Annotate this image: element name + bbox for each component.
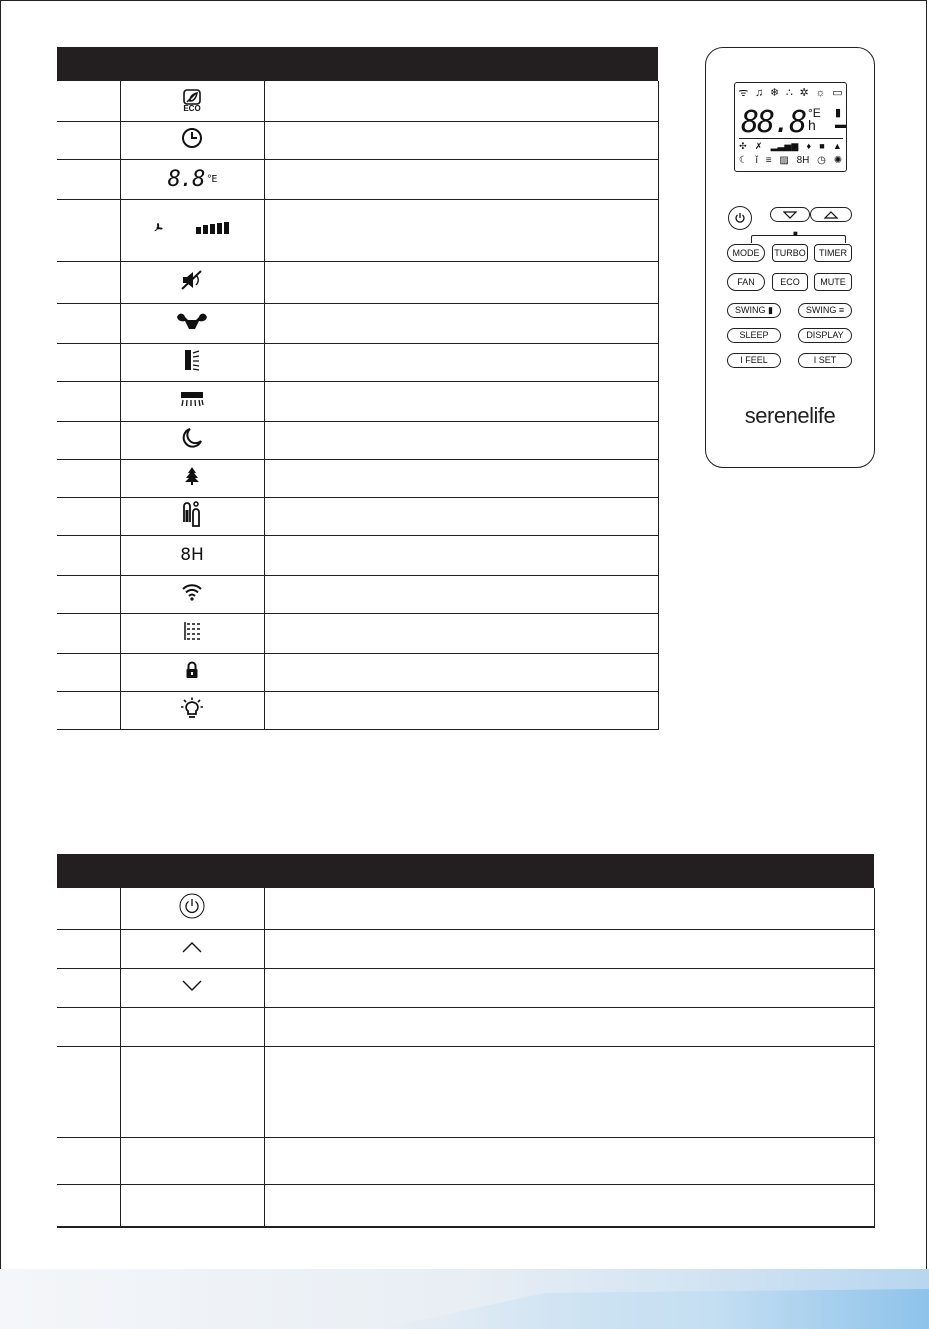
table-row [57,575,658,613]
lcd-top-icons [735,87,846,99]
remote-mute-button[interactable]: MUTE [814,273,852,291]
chevron-down-icon [182,980,202,992]
lock-icon [185,661,199,679]
battery-icon: ▭ [832,87,843,99]
table-row [57,888,874,929]
table-row [57,653,658,691]
turbo-muscle-icon: ♦ [806,141,812,151]
self-clean-icon: ≡ [765,155,772,166]
header-button [120,854,264,888]
horizontal-swing-icon [180,391,204,407]
eco-label: ECO [183,103,201,113]
temp-digits: 8.8 [167,166,205,192]
remote-sleep-button[interactable]: SLEEP [727,328,781,343]
i-feel-thermometer-icon [181,500,203,528]
lcd-unit-temp: °E [808,106,821,120]
lock-icon: ■ [819,141,825,151]
remote-swing-vertical-button[interactable]: SWING ▮ [727,303,781,318]
eco-leaf-icon [183,89,201,113]
table-row [57,535,658,575]
table-row [57,968,874,1007]
table-header-row [57,854,874,888]
table-row [57,421,658,459]
table-row [57,261,658,303]
sleep-moon-icon: ☾ [738,155,748,166]
remote-mode-button[interactable]: MODE [727,244,765,262]
mute-icon: ✗ [754,141,763,151]
remote-fan-button[interactable]: FAN [727,273,765,291]
turbo-muscle-icon [175,311,209,331]
lcd-digits: 88.8 [741,105,806,140]
lcd-unit-hour: h [808,117,816,133]
i-feel-thermometer-icon: ǐ [755,155,758,166]
eco-leaf-icon: ▨ [779,155,789,166]
remote-down-button[interactable] [770,207,810,222]
mute-icon [180,269,204,291]
table-header-row [57,47,658,81]
fan-icon: ✣ [739,141,747,151]
table-row [57,1046,874,1137]
table-row [57,1184,874,1227]
fan-speed-icon: ▂▃▅▆ [770,141,799,151]
table-row [57,613,658,653]
self-clean-icon [182,620,202,642]
remote-lock-bracket [751,235,846,243]
chevron-up-icon [182,941,202,953]
8h-icon: 8H [180,545,204,565]
clock-icon: ◷ [817,155,826,166]
remote-i-feel-button[interactable]: I FEEL [727,353,781,368]
tree-icon [184,466,200,486]
sun-icon: ☼ [815,87,826,99]
button-functions-table [57,854,875,1228]
vertical-swing-icon [183,349,201,371]
table-row [57,81,658,121]
table-row [57,343,658,381]
drops-icon: ∴ [785,87,793,99]
lcd-bottom-icons [735,155,846,167]
remote-eco-button[interactable]: ECO [772,273,808,291]
display-light-icon [180,697,204,719]
wifi-icon [181,583,203,601]
lock-icon: ■ [793,229,798,238]
header-number [57,47,120,81]
temp-digits-icon [168,167,217,192]
temp-unit: °E [206,173,217,185]
remote-control [705,47,875,468]
lcd-unit [808,107,821,131]
remote-i-set-button[interactable]: I SET [798,353,852,368]
header-number [57,854,120,888]
tree-icon: ▲ [832,141,842,151]
table-row [57,381,658,421]
wifi-icon: ᯤ [738,87,749,99]
table-row [57,691,658,729]
table-row [57,497,658,535]
lcd-mid-icons [735,140,846,152]
lcd-8h: 8H [796,155,810,166]
sleep-moon-icon [181,427,203,449]
header-description [264,47,658,81]
table-row [57,121,658,159]
remote-timer-button[interactable]: TIMER [814,244,852,262]
table-row [57,1137,874,1184]
remote-up-button[interactable] [810,207,852,222]
fan-speed-icon [150,220,234,236]
remote-swing-horizontal-button[interactable]: SWING ≡ [798,303,852,318]
snowflake-icon: ❄ [769,87,780,99]
lcd-swing-icons: ▮ ▬ [835,107,846,131]
clock-icon [181,127,203,149]
table-row [57,303,658,343]
table-row [57,459,658,497]
display-symbols-table [57,47,659,730]
fan-icon: ✲ [799,87,809,99]
table-row [57,199,658,261]
table-row [57,1007,874,1046]
display-light-icon: ✺ [833,155,843,166]
header-icon [120,47,264,81]
bell-icon: ♫ [755,87,764,99]
remote-turbo-button[interactable]: TURBO [772,244,808,262]
table-row [57,159,658,199]
remote-power-button[interactable] [728,206,752,230]
power-icon [179,893,205,919]
remote-lcd [734,82,847,172]
table-row [57,929,874,968]
brand-logo: serenelife [744,403,836,428]
remote-display-button[interactable]: DISPLAY [798,328,852,343]
header-function [264,854,874,888]
